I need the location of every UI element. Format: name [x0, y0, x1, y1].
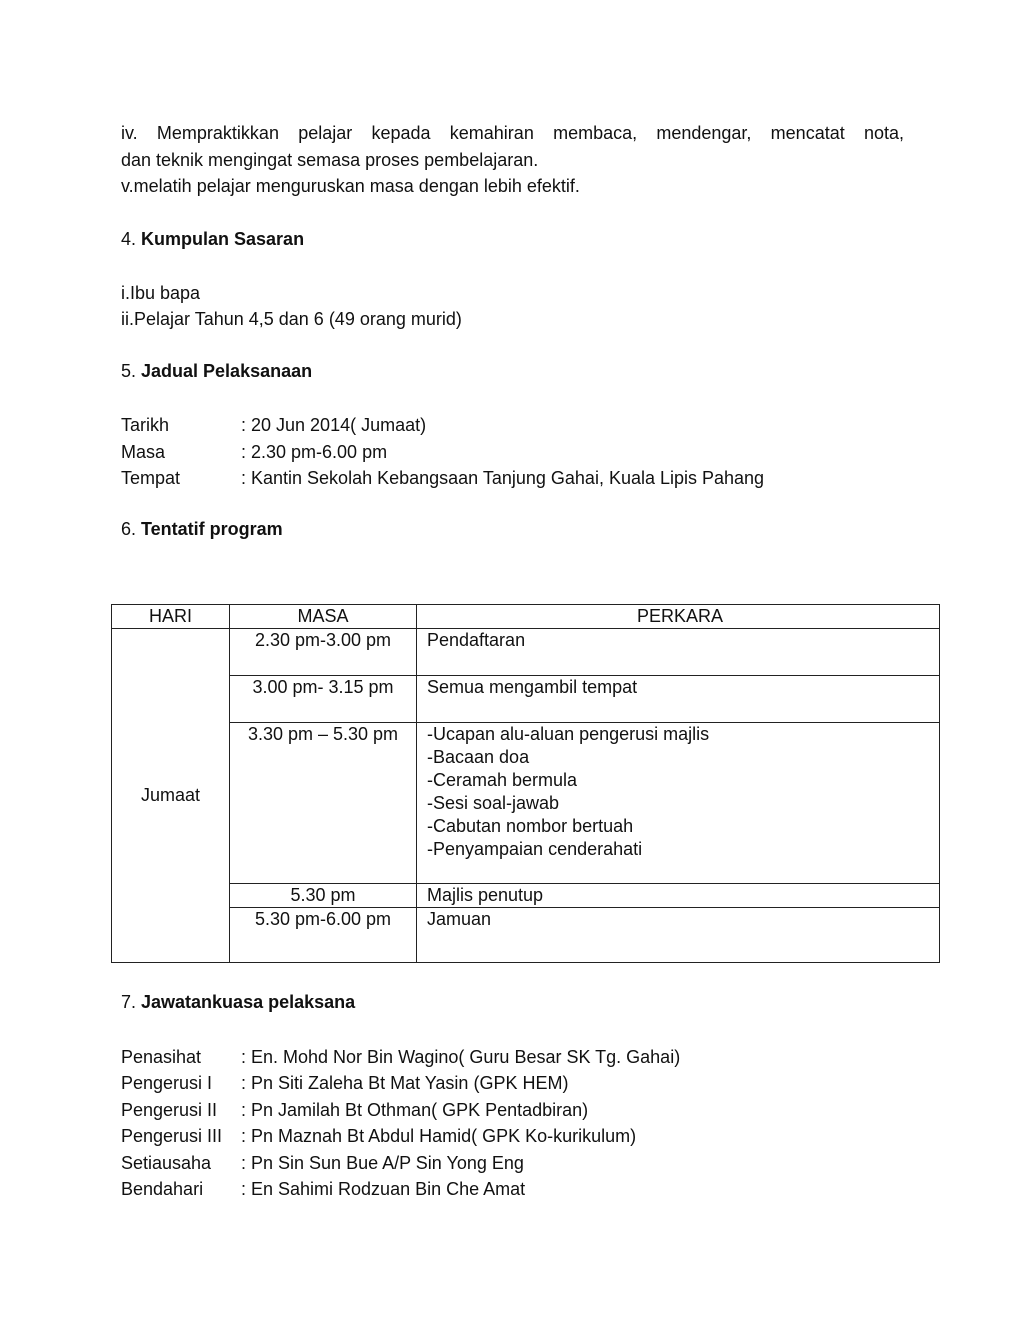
time-cell: 3.30 pm – 5.30 pm — [230, 723, 417, 884]
objective-v: v.melatih pelajar menguruskan masa dengan lebih efektif. — [121, 176, 580, 196]
section-number: 7. — [121, 992, 142, 1012]
time-cell: 2.30 pm-3.00 pm — [230, 629, 417, 676]
section-7-heading — [121, 991, 355, 1013]
item-cell: Pendaftaran — [417, 629, 940, 676]
committee-role: Pengerusi II — [121, 1100, 218, 1120]
objective-iv-line2: dan teknik mengingat semasa proses pembelajaran. — [121, 150, 539, 170]
table-header-row — [112, 605, 940, 629]
agenda-item: -Penyampaian cenderahati — [427, 839, 643, 859]
committee-role: Bendahari — [121, 1179, 204, 1199]
day-cell: Jumaat — [112, 629, 230, 963]
committee-member: : Pn Sin Sun Bue A/P Sin Yong Eng — [241, 1153, 524, 1173]
section-number: 4. — [121, 229, 142, 249]
agenda-item: -Ceramah bermula — [427, 770, 578, 790]
section-title: Jawatankuasa pelaksana — [141, 992, 356, 1012]
section-5-heading — [121, 360, 312, 382]
agenda-item: -Sesi soal-jawab — [427, 793, 560, 813]
header-perkara: PERKARA — [417, 605, 940, 629]
time-cell: 3.00 pm- 3.15 pm — [230, 676, 417, 723]
schedule-value: : Kantin Sekolah Kebangsaan Tanjung Gahai, Kuala Lipis Pahang — [241, 468, 765, 488]
table-row — [112, 908, 940, 963]
time-cell: 5.30 pm-6.00 pm — [230, 908, 417, 963]
section-4-heading — [121, 228, 304, 250]
committee-role: Pengerusi III — [121, 1126, 223, 1146]
table-row — [112, 723, 940, 884]
objective-iv-line1: iv. Mempraktikkan pelajar kepada kemahiran membaca, mendengar, mencatat nota, — [121, 123, 904, 143]
target-item: i.Ibu bapa — [121, 283, 201, 303]
table-row — [112, 884, 940, 908]
header-masa: MASA — [230, 605, 417, 629]
committee-member: : En Sahimi Rodzuan Bin Che Amat — [241, 1179, 526, 1199]
committee-role: Setiausaha — [121, 1153, 212, 1173]
time-cell: 5.30 pm — [230, 884, 417, 908]
target-item: ii.Pelajar Tahun 4,5 dan 6 (49 orang murid) — [121, 309, 462, 329]
schedule-label: Masa — [121, 442, 166, 462]
section-title: Tentatif program — [141, 519, 283, 539]
committee-role: Pengerusi I — [121, 1073, 213, 1093]
header-hari: HARI — [112, 605, 230, 629]
agenda-item: -Ucapan alu-aluan pengerusi majlis — [427, 724, 710, 744]
agenda-item: -Bacaan doa — [427, 747, 530, 767]
item-cell — [417, 723, 940, 884]
committee-member: : Pn Siti Zaleha Bt Mat Yasin (GPK HEM) — [241, 1073, 569, 1093]
tentative-program-table — [111, 604, 940, 963]
section-number: 5. — [121, 361, 142, 381]
table-row — [112, 676, 940, 723]
committee-member: : Pn Jamilah Bt Othman( GPK Pentadbiran) — [241, 1100, 589, 1120]
schedule-value: : 2.30 pm-6.00 pm — [241, 442, 388, 462]
item-cell: Semua mengambil tempat — [417, 676, 940, 723]
section-6-heading — [121, 518, 283, 540]
schedule-label: Tarikh — [121, 415, 170, 435]
item-cell: Majlis penutup — [417, 884, 940, 908]
committee-member: : Pn Maznah Bt Abdul Hamid( GPK Ko-kurikulum) — [241, 1126, 637, 1146]
section-number: 6. — [121, 519, 142, 539]
schedule-label: Tempat — [121, 468, 181, 488]
committee-member: : En. Mohd Nor Bin Wagino( Guru Besar SK Tg. Gahai) — [241, 1047, 681, 1067]
committee-role: Penasihat — [121, 1047, 202, 1067]
schedule-value: : 20 Jun 2014( Jumaat) — [241, 415, 427, 435]
section-title: Jadual Pelaksanaan — [141, 361, 313, 381]
agenda-item: -Cabutan nombor bertuah — [427, 816, 634, 836]
section-title: Kumpulan Sasaran — [141, 229, 305, 249]
table-row — [112, 629, 940, 676]
item-cell: Jamuan — [417, 908, 940, 963]
